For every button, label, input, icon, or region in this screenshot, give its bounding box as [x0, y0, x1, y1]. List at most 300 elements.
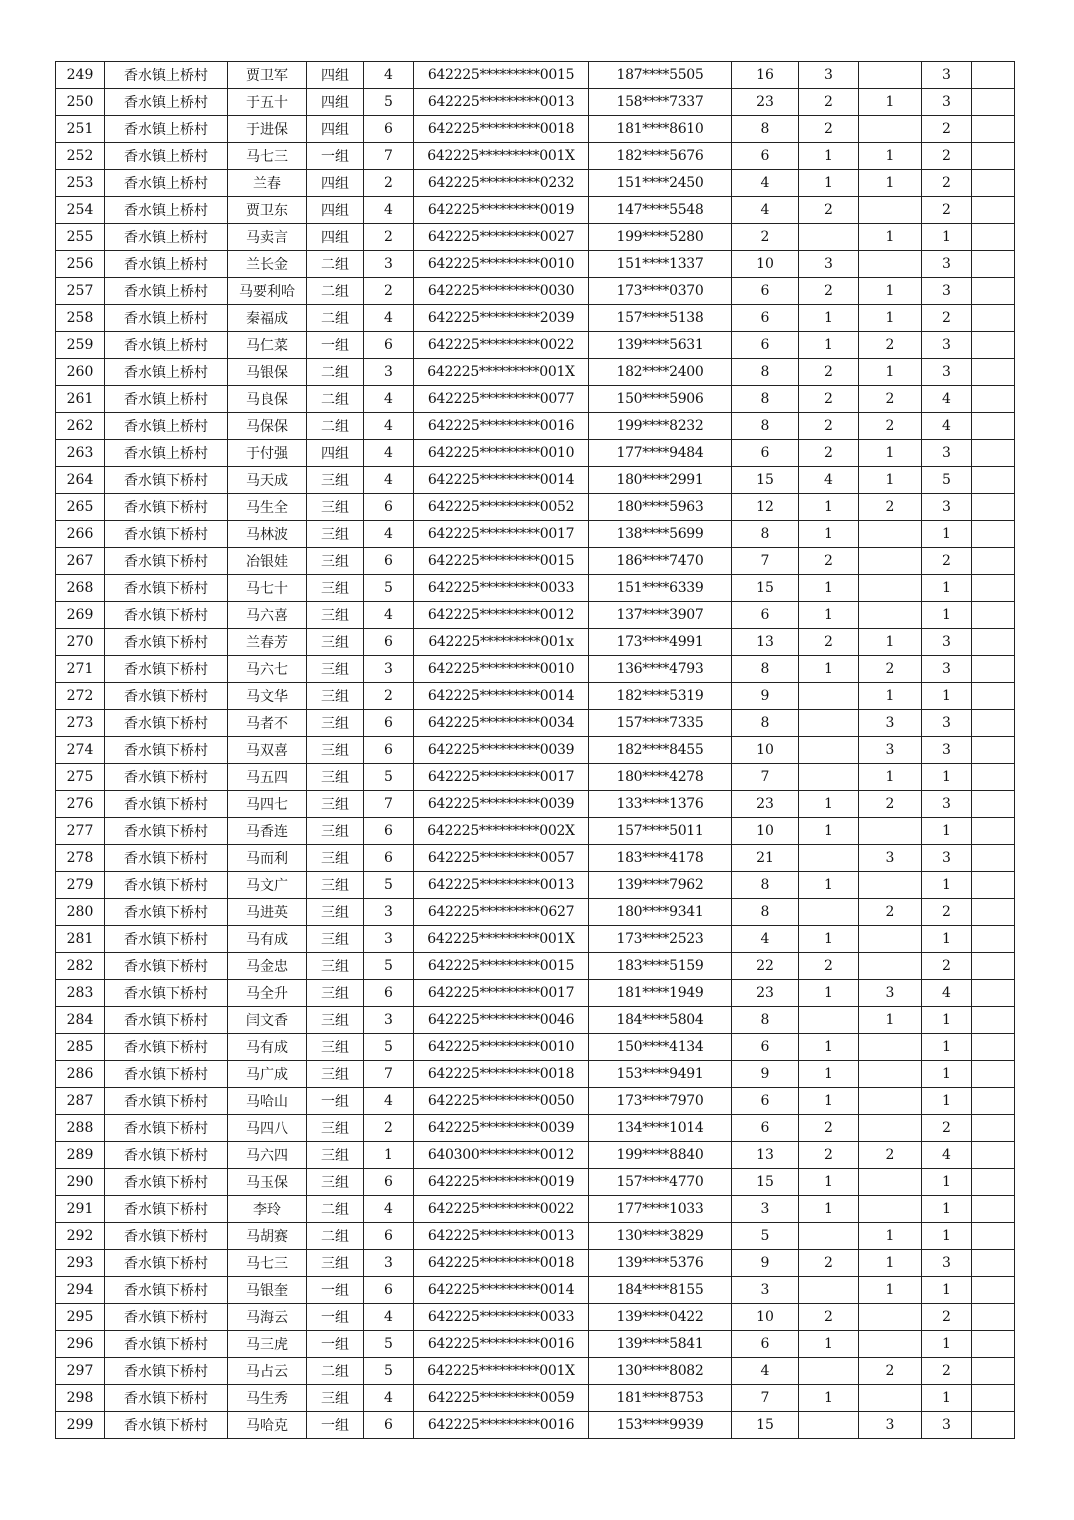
remark-cell: [972, 1142, 1015, 1169]
value-c-cell: 1: [859, 278, 922, 305]
table-row: [56, 521, 1015, 548]
table-row: [56, 143, 1015, 170]
value-total-cell: 3: [922, 440, 972, 467]
value-b-cell: [799, 1007, 859, 1034]
person-name-cell: 马者不: [228, 710, 307, 737]
id-number-cell: 642225*********0232: [414, 170, 589, 197]
value-total-cell: 3: [922, 629, 972, 656]
value-c-cell: 1: [859, 1277, 922, 1304]
household-size-cell: 4: [364, 1088, 414, 1115]
village-cell: 香水镇上桥村: [105, 224, 228, 251]
id-number-cell: 642225*********001X: [414, 1358, 589, 1385]
phone-number-cell: 184****8155: [589, 1277, 732, 1304]
row-number-cell: 256: [56, 251, 105, 278]
phone-number-cell: 180****9341: [589, 899, 732, 926]
household-size-cell: 3: [364, 656, 414, 683]
remark-cell: [972, 872, 1015, 899]
value-c-cell: 3: [859, 737, 922, 764]
village-cell: 香水镇下桥村: [105, 1304, 228, 1331]
value-b-cell: 1: [799, 143, 859, 170]
value-a-cell: 16: [732, 62, 799, 89]
value-c-cell: 1: [859, 359, 922, 386]
table-row: [56, 1115, 1015, 1142]
id-number-cell: 642225*********0010: [414, 1034, 589, 1061]
value-a-cell: 22: [732, 953, 799, 980]
group-cell: 三组: [307, 521, 364, 548]
household-size-cell: 4: [364, 305, 414, 332]
group-cell: 三组: [307, 683, 364, 710]
value-c-cell: [859, 1034, 922, 1061]
value-b-cell: [799, 899, 859, 926]
group-cell: 三组: [307, 1385, 364, 1412]
value-c-cell: [859, 1088, 922, 1115]
id-number-cell: 642225*********0046: [414, 1007, 589, 1034]
person-name-cell: 闫文香: [228, 1007, 307, 1034]
table-row: [56, 953, 1015, 980]
value-total-cell: 1: [922, 872, 972, 899]
phone-number-cell: 136****4793: [589, 656, 732, 683]
phone-number-cell: 182****5676: [589, 143, 732, 170]
village-cell: 香水镇下桥村: [105, 1412, 228, 1439]
row-number-cell: 263: [56, 440, 105, 467]
value-c-cell: 2: [859, 386, 922, 413]
value-total-cell: 3: [922, 494, 972, 521]
value-total-cell: 2: [922, 197, 972, 224]
remark-cell: [972, 980, 1015, 1007]
village-cell: 香水镇上桥村: [105, 143, 228, 170]
table-row: [56, 1358, 1015, 1385]
person-name-cell: 兰春: [228, 170, 307, 197]
row-number-cell: 250: [56, 89, 105, 116]
row-number-cell: 271: [56, 656, 105, 683]
value-c-cell: 1: [859, 170, 922, 197]
group-cell: 三组: [307, 1034, 364, 1061]
id-number-cell: 642225*********0039: [414, 1115, 589, 1142]
value-total-cell: 1: [922, 1007, 972, 1034]
id-number-cell: 642225*********0057: [414, 845, 589, 872]
village-cell: 香水镇下桥村: [105, 1115, 228, 1142]
table-row: [56, 980, 1015, 1007]
table-row: [56, 305, 1015, 332]
village-cell: 香水镇下桥村: [105, 1034, 228, 1061]
value-b-cell: 1: [799, 926, 859, 953]
value-b-cell: 1: [799, 332, 859, 359]
id-number-cell: 642225*********0010: [414, 251, 589, 278]
table-row: [56, 89, 1015, 116]
value-c-cell: [859, 521, 922, 548]
value-a-cell: 6: [732, 143, 799, 170]
person-name-cell: 马四七: [228, 791, 307, 818]
value-a-cell: 4: [732, 170, 799, 197]
group-cell: 一组: [307, 1412, 364, 1439]
id-number-cell: 642225*********0013: [414, 872, 589, 899]
person-name-cell: 于五十: [228, 89, 307, 116]
row-number-cell: 258: [56, 305, 105, 332]
household-size-cell: 4: [364, 602, 414, 629]
row-number-cell: 298: [56, 1385, 105, 1412]
row-number-cell: 291: [56, 1196, 105, 1223]
phone-number-cell: 182****8455: [589, 737, 732, 764]
person-name-cell: 马双喜: [228, 737, 307, 764]
id-number-cell: 642225*********0015: [414, 953, 589, 980]
table-row: [56, 710, 1015, 737]
person-name-cell: 马银保: [228, 359, 307, 386]
id-number-cell: 642225*********0059: [414, 1385, 589, 1412]
group-cell: 四组: [307, 62, 364, 89]
value-b-cell: [799, 1223, 859, 1250]
row-number-cell: 293: [56, 1250, 105, 1277]
person-name-cell: 马七十: [228, 575, 307, 602]
household-size-cell: 1: [364, 1142, 414, 1169]
phone-number-cell: 177****1033: [589, 1196, 732, 1223]
roster-table: [55, 61, 1015, 1439]
village-cell: 香水镇下桥村: [105, 1088, 228, 1115]
table-row: [56, 1304, 1015, 1331]
person-name-cell: 马有成: [228, 926, 307, 953]
value-a-cell: 23: [732, 791, 799, 818]
remark-cell: [972, 143, 1015, 170]
row-number-cell: 266: [56, 521, 105, 548]
row-number-cell: 283: [56, 980, 105, 1007]
person-name-cell: 马广成: [228, 1061, 307, 1088]
person-name-cell: 马六四: [228, 1142, 307, 1169]
value-c-cell: [859, 818, 922, 845]
household-size-cell: 4: [364, 467, 414, 494]
remark-cell: [972, 602, 1015, 629]
value-a-cell: 15: [732, 1412, 799, 1439]
value-c-cell: [859, 548, 922, 575]
phone-number-cell: 139****5631: [589, 332, 732, 359]
value-a-cell: 8: [732, 359, 799, 386]
id-number-cell: 642225*********0015: [414, 548, 589, 575]
village-cell: 香水镇下桥村: [105, 818, 228, 845]
group-cell: 一组: [307, 143, 364, 170]
value-c-cell: 1: [859, 89, 922, 116]
value-b-cell: 2: [799, 1115, 859, 1142]
village-cell: 香水镇下桥村: [105, 1142, 228, 1169]
phone-number-cell: 153****9939: [589, 1412, 732, 1439]
value-c-cell: [859, 62, 922, 89]
id-number-cell: 642225*********0012: [414, 602, 589, 629]
row-number-cell: 254: [56, 197, 105, 224]
value-total-cell: 1: [922, 521, 972, 548]
value-b-cell: 1: [799, 1169, 859, 1196]
id-number-cell: 642225*********0039: [414, 791, 589, 818]
value-total-cell: 1: [922, 1223, 972, 1250]
phone-number-cell: 182****5319: [589, 683, 732, 710]
group-cell: 三组: [307, 1061, 364, 1088]
value-a-cell: 3: [732, 1277, 799, 1304]
value-c-cell: 2: [859, 494, 922, 521]
group-cell: 三组: [307, 1142, 364, 1169]
remark-cell: [972, 1061, 1015, 1088]
person-name-cell: 马进英: [228, 899, 307, 926]
village-cell: 香水镇下桥村: [105, 710, 228, 737]
remark-cell: [972, 278, 1015, 305]
village-cell: 香水镇上桥村: [105, 116, 228, 143]
value-b-cell: [799, 737, 859, 764]
value-b-cell: 1: [799, 1385, 859, 1412]
value-a-cell: 8: [732, 116, 799, 143]
household-size-cell: 2: [364, 1115, 414, 1142]
person-name-cell: 马保保: [228, 413, 307, 440]
remark-cell: [972, 1223, 1015, 1250]
village-cell: 香水镇上桥村: [105, 278, 228, 305]
household-size-cell: 4: [364, 1196, 414, 1223]
remark-cell: [972, 737, 1015, 764]
value-b-cell: 1: [799, 521, 859, 548]
person-name-cell: 贾卫东: [228, 197, 307, 224]
household-size-cell: 5: [364, 872, 414, 899]
value-a-cell: 8: [732, 899, 799, 926]
remark-cell: [972, 305, 1015, 332]
value-a-cell: 12: [732, 494, 799, 521]
value-a-cell: 4: [732, 1358, 799, 1385]
row-number-cell: 265: [56, 494, 105, 521]
table-row: [56, 1007, 1015, 1034]
value-b-cell: 2: [799, 548, 859, 575]
id-number-cell: 642225*********0627: [414, 899, 589, 926]
value-a-cell: 8: [732, 872, 799, 899]
value-c-cell: [859, 197, 922, 224]
village-cell: 香水镇下桥村: [105, 1196, 228, 1223]
group-cell: 三组: [307, 602, 364, 629]
table-row: [56, 1142, 1015, 1169]
group-cell: 一组: [307, 1331, 364, 1358]
value-b-cell: [799, 1412, 859, 1439]
value-b-cell: 1: [799, 1196, 859, 1223]
table-row: [56, 656, 1015, 683]
value-total-cell: 2: [922, 548, 972, 575]
remark-cell: [972, 116, 1015, 143]
household-size-cell: 4: [364, 197, 414, 224]
row-number-cell: 273: [56, 710, 105, 737]
value-c-cell: 1: [859, 440, 922, 467]
remark-cell: [972, 710, 1015, 737]
group-cell: 二组: [307, 251, 364, 278]
row-number-cell: 285: [56, 1034, 105, 1061]
value-a-cell: 6: [732, 1331, 799, 1358]
row-number-cell: 278: [56, 845, 105, 872]
value-b-cell: 3: [799, 62, 859, 89]
table-row: [56, 467, 1015, 494]
village-cell: 香水镇下桥村: [105, 1169, 228, 1196]
household-size-cell: 3: [364, 1250, 414, 1277]
id-number-cell: 642225*********0052: [414, 494, 589, 521]
value-total-cell: 2: [922, 1304, 972, 1331]
phone-number-cell: 181****8610: [589, 116, 732, 143]
phone-number-cell: 150****5906: [589, 386, 732, 413]
person-name-cell: 马四八: [228, 1115, 307, 1142]
group-cell: 三组: [307, 818, 364, 845]
row-number-cell: 275: [56, 764, 105, 791]
value-a-cell: 7: [732, 764, 799, 791]
phone-number-cell: 199****8232: [589, 413, 732, 440]
remark-cell: [972, 224, 1015, 251]
group-cell: 二组: [307, 305, 364, 332]
row-number-cell: 269: [56, 602, 105, 629]
table-row: [56, 1412, 1015, 1439]
value-a-cell: 6: [732, 332, 799, 359]
value-b-cell: 2: [799, 1250, 859, 1277]
phone-number-cell: 181****8753: [589, 1385, 732, 1412]
row-number-cell: 259: [56, 332, 105, 359]
value-total-cell: 1: [922, 1088, 972, 1115]
id-number-cell: 642225*********0014: [414, 683, 589, 710]
value-b-cell: 1: [799, 1331, 859, 1358]
group-cell: 三组: [307, 980, 364, 1007]
value-c-cell: [859, 1061, 922, 1088]
row-number-cell: 270: [56, 629, 105, 656]
household-size-cell: 4: [364, 62, 414, 89]
value-c-cell: 2: [859, 899, 922, 926]
village-cell: 香水镇下桥村: [105, 1007, 228, 1034]
value-a-cell: 8: [732, 656, 799, 683]
village-cell: 香水镇下桥村: [105, 980, 228, 1007]
table-row: [56, 737, 1015, 764]
group-cell: 三组: [307, 899, 364, 926]
value-c-cell: 1: [859, 305, 922, 332]
group-cell: 二组: [307, 278, 364, 305]
phone-number-cell: 151****2450: [589, 170, 732, 197]
value-total-cell: 3: [922, 1250, 972, 1277]
village-cell: 香水镇下桥村: [105, 1358, 228, 1385]
phone-number-cell: 180****2991: [589, 467, 732, 494]
household-size-cell: 4: [364, 440, 414, 467]
household-size-cell: 5: [364, 764, 414, 791]
value-a-cell: 23: [732, 980, 799, 1007]
value-b-cell: [799, 1277, 859, 1304]
group-cell: 三组: [307, 494, 364, 521]
value-a-cell: 7: [732, 548, 799, 575]
value-total-cell: 2: [922, 953, 972, 980]
household-size-cell: 7: [364, 791, 414, 818]
remark-cell: [972, 629, 1015, 656]
phone-number-cell: 180****5963: [589, 494, 732, 521]
person-name-cell: 马林波: [228, 521, 307, 548]
phone-number-cell: 139****5841: [589, 1331, 732, 1358]
village-cell: 香水镇下桥村: [105, 656, 228, 683]
village-cell: 香水镇下桥村: [105, 629, 228, 656]
value-total-cell: 1: [922, 602, 972, 629]
row-number-cell: 255: [56, 224, 105, 251]
person-name-cell: 马天成: [228, 467, 307, 494]
table-row: [56, 440, 1015, 467]
group-cell: 四组: [307, 89, 364, 116]
row-number-cell: 286: [56, 1061, 105, 1088]
household-size-cell: 5: [364, 1358, 414, 1385]
value-c-cell: 2: [859, 1142, 922, 1169]
person-name-cell: 马三虎: [228, 1331, 307, 1358]
row-number-cell: 297: [56, 1358, 105, 1385]
id-number-cell: 642225*********0017: [414, 980, 589, 1007]
group-cell: 三组: [307, 1169, 364, 1196]
value-total-cell: 1: [922, 1061, 972, 1088]
value-a-cell: 13: [732, 1142, 799, 1169]
row-number-cell: 290: [56, 1169, 105, 1196]
value-total-cell: 1: [922, 926, 972, 953]
household-size-cell: 6: [364, 1412, 414, 1439]
group-cell: 二组: [307, 413, 364, 440]
remark-cell: [972, 332, 1015, 359]
village-cell: 香水镇下桥村: [105, 899, 228, 926]
value-a-cell: 6: [732, 1088, 799, 1115]
value-b-cell: 1: [799, 980, 859, 1007]
person-name-cell: 马七三: [228, 1250, 307, 1277]
group-cell: 一组: [307, 1304, 364, 1331]
id-number-cell: 642225*********0010: [414, 656, 589, 683]
value-b-cell: 1: [799, 872, 859, 899]
household-size-cell: 6: [364, 710, 414, 737]
phone-number-cell: 151****6339: [589, 575, 732, 602]
table-row: [56, 170, 1015, 197]
household-size-cell: 6: [364, 845, 414, 872]
remark-cell: [972, 575, 1015, 602]
phone-number-cell: 173****4991: [589, 629, 732, 656]
id-number-cell: 642225*********0027: [414, 224, 589, 251]
value-b-cell: [799, 224, 859, 251]
row-number-cell: 276: [56, 791, 105, 818]
value-a-cell: 2: [732, 224, 799, 251]
id-number-cell: 642225*********0010: [414, 440, 589, 467]
value-a-cell: 15: [732, 1169, 799, 1196]
value-c-cell: [859, 1331, 922, 1358]
group-cell: 三组: [307, 629, 364, 656]
value-a-cell: 10: [732, 818, 799, 845]
value-total-cell: 1: [922, 764, 972, 791]
value-total-cell: 3: [922, 359, 972, 386]
remark-cell: [972, 197, 1015, 224]
household-size-cell: 6: [364, 980, 414, 1007]
phone-number-cell: 199****8840: [589, 1142, 732, 1169]
table-row: [56, 683, 1015, 710]
value-c-cell: 1: [859, 764, 922, 791]
value-total-cell: 2: [922, 116, 972, 143]
person-name-cell: 秦福成: [228, 305, 307, 332]
value-a-cell: 13: [732, 629, 799, 656]
household-size-cell: 5: [364, 575, 414, 602]
value-a-cell: 8: [732, 521, 799, 548]
value-c-cell: 2: [859, 1358, 922, 1385]
household-size-cell: 6: [364, 1223, 414, 1250]
group-cell: 四组: [307, 116, 364, 143]
remark-cell: [972, 467, 1015, 494]
remark-cell: [972, 548, 1015, 575]
person-name-cell: 冶银娃: [228, 548, 307, 575]
value-c-cell: [859, 953, 922, 980]
id-number-cell: 642225*********0034: [414, 710, 589, 737]
table-row: [56, 899, 1015, 926]
group-cell: 三组: [307, 737, 364, 764]
value-a-cell: 8: [732, 386, 799, 413]
row-number-cell: 268: [56, 575, 105, 602]
group-cell: 三组: [307, 710, 364, 737]
value-a-cell: 10: [732, 1304, 799, 1331]
row-number-cell: 249: [56, 62, 105, 89]
value-c-cell: 1: [859, 629, 922, 656]
household-size-cell: 5: [364, 953, 414, 980]
id-number-cell: 642225*********0019: [414, 197, 589, 224]
village-cell: 香水镇下桥村: [105, 1277, 228, 1304]
table-row: [56, 1061, 1015, 1088]
value-b-cell: 4: [799, 467, 859, 494]
remark-cell: [972, 1115, 1015, 1142]
value-c-cell: [859, 926, 922, 953]
row-number-cell: 295: [56, 1304, 105, 1331]
person-name-cell: 马仁菜: [228, 332, 307, 359]
row-number-cell: 294: [56, 1277, 105, 1304]
phone-number-cell: 147****5548: [589, 197, 732, 224]
